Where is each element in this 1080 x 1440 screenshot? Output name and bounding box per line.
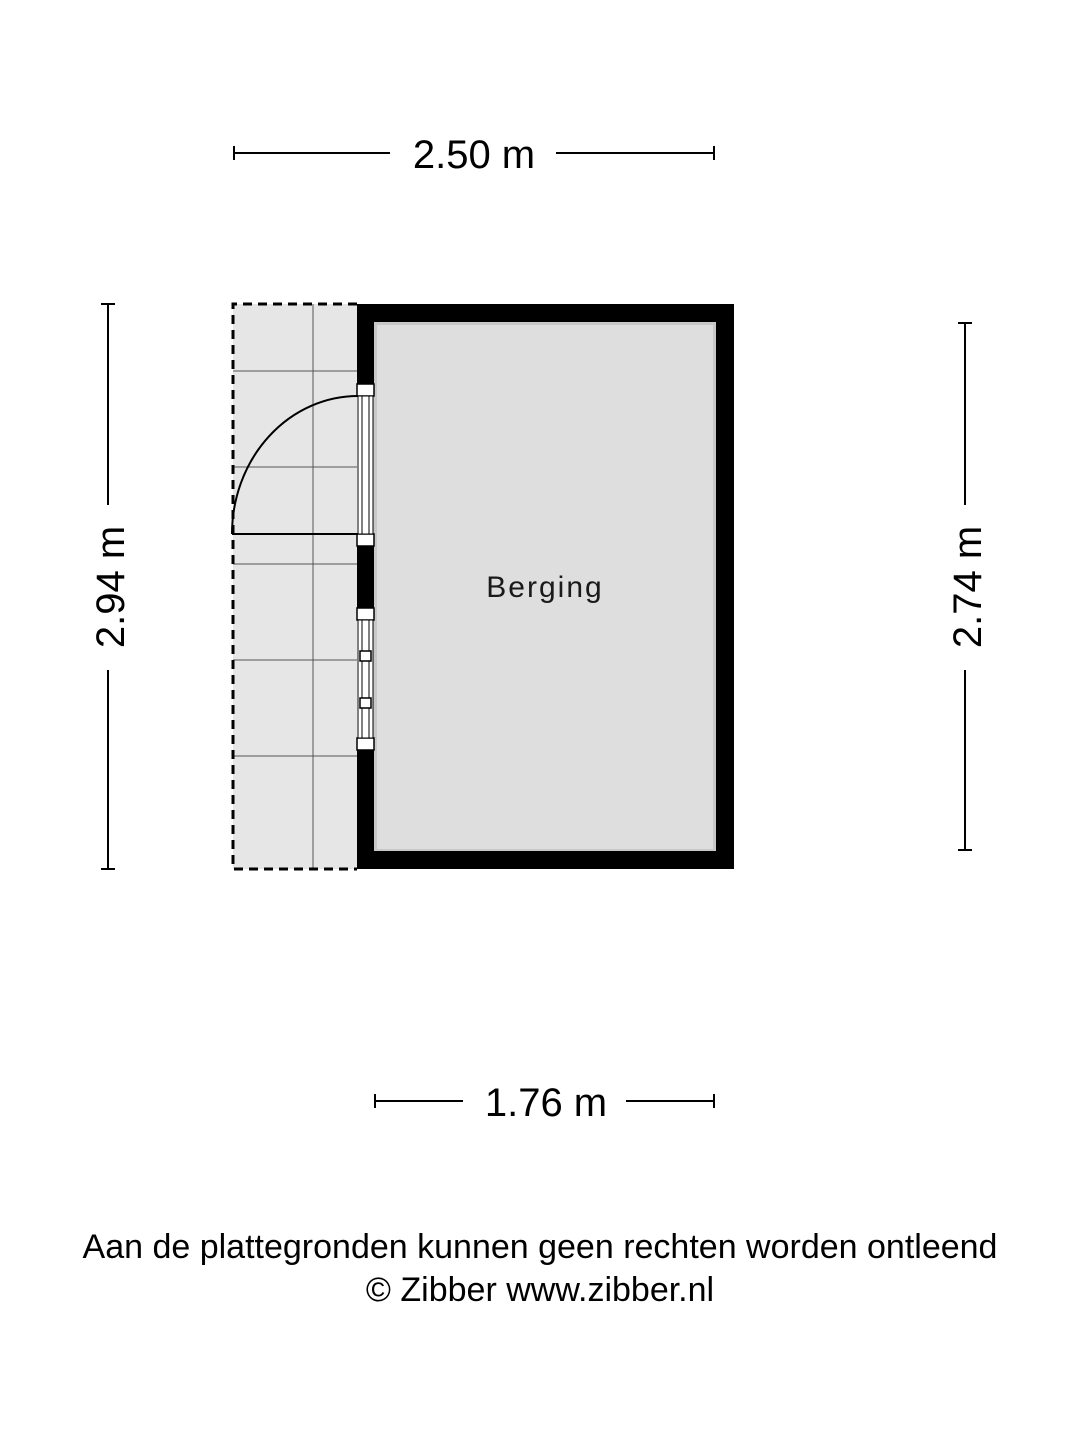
- dimension-left: [89, 304, 133, 869]
- dimension-bottom: [375, 1081, 714, 1125]
- dimension-top: [234, 133, 714, 177]
- dimension-bottom-label: 1.76 m: [484, 1081, 608, 1125]
- window: [357, 608, 374, 750]
- copyright-text: © Zibber www.zibber.nl: [365, 1271, 715, 1309]
- dimension-left-label: 2.94 m: [89, 525, 133, 649]
- dimension-right-label: 2.74 m: [946, 525, 990, 649]
- disclaimer-text: Aan de plattegronden kunnen geen rechten worden ontleend: [82, 1228, 998, 1266]
- terrace-area: [233, 304, 357, 869]
- room-label: Berging: [486, 571, 604, 604]
- dimension-right: [946, 323, 990, 850]
- dimension-top-label: 2.50 m: [412, 133, 536, 177]
